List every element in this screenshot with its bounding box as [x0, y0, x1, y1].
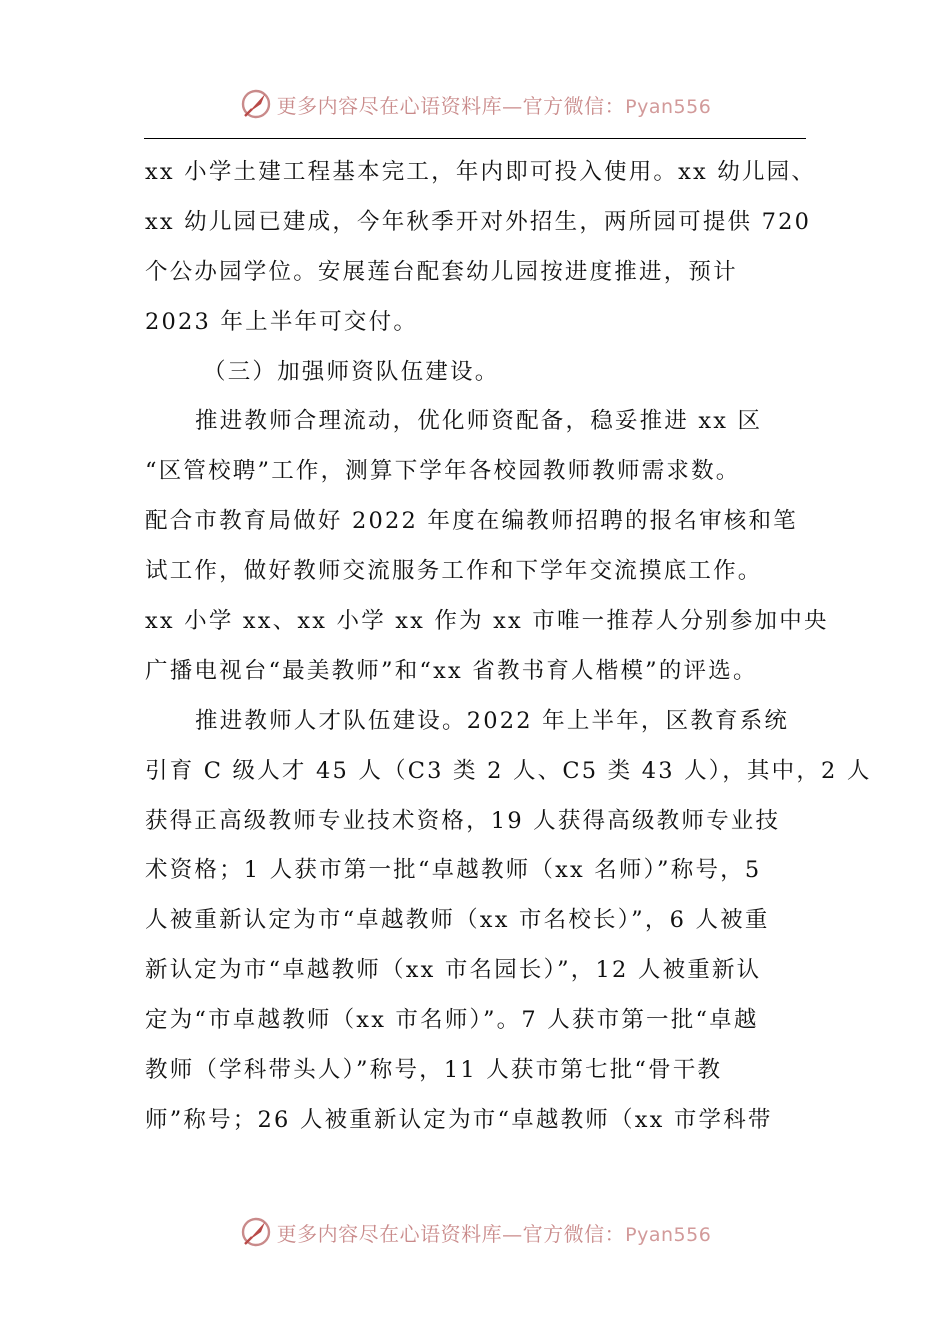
text-line: 引育 C 级人才 45 人（C3 类 2 人、C5 类 43 人），其中，2 人	[145, 757, 872, 784]
text-line: 试工作，做好教师交流服务工作和下学年交流摸底工作。	[145, 558, 763, 585]
document-body	[145, 148, 872, 1146]
text-line: 人被重新认定为市“卓越教师（xx 市名校长）”，6 人被重	[145, 907, 770, 934]
footer-brand-id: Pyan556	[625, 1223, 712, 1246]
header-brand-text: 更多内容尽在心语资料库—官方微信：	[276, 93, 626, 118]
text-line: 配合市教育局做好 2022 年度在编教师招聘的报名审核和笔	[145, 508, 798, 535]
text-line: 师”称号；26 人被重新认定为市“卓越教师（xx 市学科带	[145, 1106, 773, 1133]
text-line: xx 小学土建工程基本完工，年内即可投入使用。xx 幼儿园、	[145, 159, 817, 185]
text-line: xx 幼儿园已建成，今年秋季开对外招生，两所园可提供 720	[145, 208, 812, 235]
header-brand	[277, 90, 712, 119]
footer-brand-text: 更多内容尽在心语资料库—官方微信：	[276, 1221, 626, 1246]
text-line: 广播电视台“最美教师”和“xx 省教书育人楷模”的评选。	[145, 657, 758, 684]
quill-logo-icon	[239, 1215, 273, 1249]
text-line: 个公办园学位。安展莲台配套幼儿园按进度推进，预计	[145, 258, 738, 285]
page-header-watermark	[0, 82, 950, 126]
page-footer-watermark	[0, 1210, 950, 1254]
header-brand-id: Pyan556	[625, 95, 712, 118]
header-rule	[144, 138, 806, 139]
text-line: xx 小学 xx、xx 小学 xx 作为 xx 市唯一推荐人分别参加中央	[145, 608, 829, 635]
text-line: 教师（学科带头人）”称号，11 人获市第七批“骨干教	[145, 1057, 723, 1084]
text-line: 推进教师合理流动，优化师资配备，稳妥推进 xx 区	[195, 408, 763, 435]
text-line: 2023 年上半年可交付。	[145, 308, 419, 335]
section-heading: （三）加强师资队伍建设。	[203, 358, 500, 385]
text-line: 术资格；1 人获市第一批“卓越教师（xx 名师）”称号，5	[145, 857, 762, 884]
text-line: 推进教师人才队伍建设。2022 年上半年，区教育系统	[195, 707, 790, 734]
footer-brand	[277, 1218, 712, 1247]
text-line: 新认定为市“卓越教师（xx 市名园长）”，12 人被重新认	[145, 957, 762, 984]
quill-logo-icon	[239, 87, 273, 121]
text-line: 获得正高级教师专业技术资格，19 人获得高级教师专业技	[145, 807, 781, 834]
text-line: 定为“市卓越教师（xx 市名师）”。7 人获市第一批“卓越	[145, 1007, 759, 1034]
text-line: “区管校聘”工作，测算下学年各校园教师教师需求数。	[145, 458, 741, 485]
